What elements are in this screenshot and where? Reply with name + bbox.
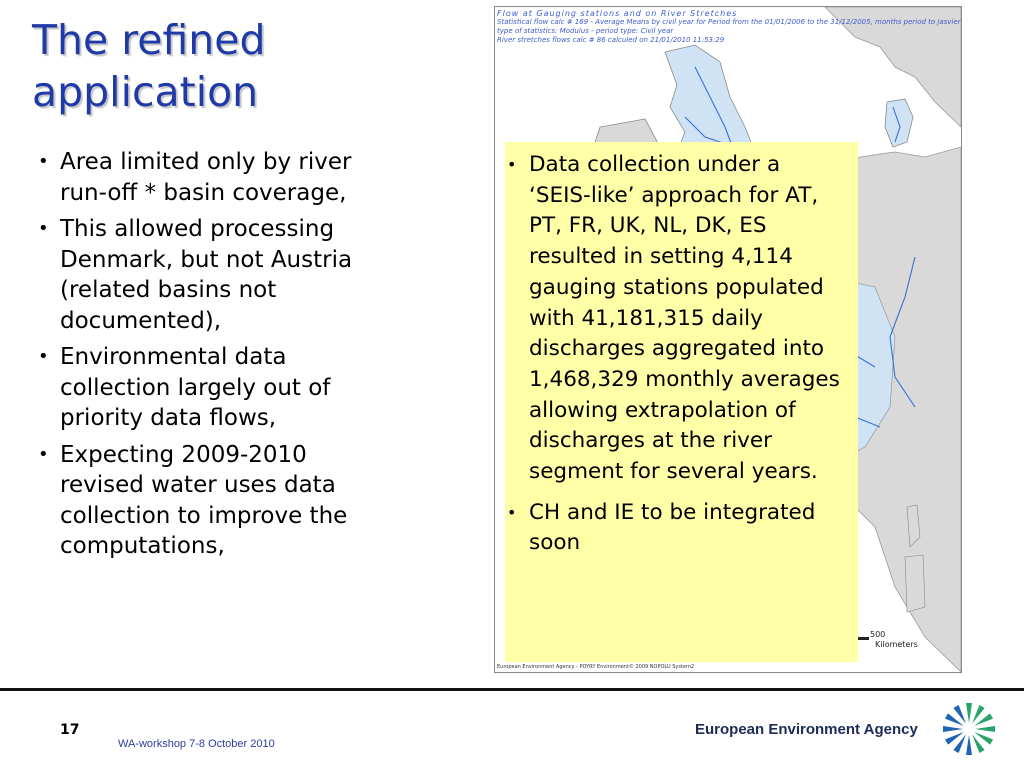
callout-bullet-list (505, 150, 840, 569)
map-land-sardinia (905, 555, 925, 612)
map-scale-value: 500 (870, 630, 886, 639)
eea-logo-icon (932, 697, 1006, 761)
bullet-text: Environmental data collection largely out of priority data flows, (60, 344, 331, 431)
bullet-dot: • (507, 155, 517, 174)
bullet-dot: • (507, 502, 517, 522)
callout-bullet-text: Data collection under a ‘SEIS-like’ approach for AT, PT, FR, UK, NL, DK, ES resulted in setting 4,114 gauging stations populated with 41,181,315 daily discharges aggregated into 1,468,329 monthly averages allowing extrapolation of discharges at the river segment for several years. (529, 152, 840, 485)
bullet-item (38, 147, 378, 208)
bullet-item (38, 214, 378, 336)
bullet-dot: • (38, 218, 49, 239)
left-bullet-list (38, 147, 378, 568)
map-footer-credit: European Environment Agency - POYRY Environment© 2009 NOPOLU System2 (497, 664, 695, 670)
page-number: 17 (60, 722, 80, 738)
map-header-title: Flow at Gauging stations and on River Stretches (497, 9, 738, 18)
bullet-text: Expecting 2009-2010 revised water uses data collection to improve the computations, (60, 441, 348, 559)
slide-title (32, 14, 452, 118)
callout-box (505, 142, 858, 662)
agency-name: European Environment Agency (695, 721, 918, 738)
bullet-dot: • (38, 443, 49, 465)
map-header-line: River stretches flows calc # 86 calculed on 21/01/2010 11:53:29 (497, 36, 725, 44)
footer-divider (0, 688, 1024, 691)
map-header-line: Statistical flow calc # 169 - Average Means by civil year for Period from the 01/01/2006 to the 31/12/2005, months period to jasvier (497, 18, 961, 26)
bullet-text: Area limited only by river run-off * basin coverage, (60, 149, 352, 206)
callout-bullet-item (505, 498, 840, 559)
map-header (497, 9, 961, 45)
callout-bullet-text: CH and IE to be integrated soon (529, 499, 816, 556)
bullet-item (38, 440, 378, 562)
bullet-dot: • (38, 346, 49, 367)
bullet-text: This allowed processing Denmark, but not Austria (related basins not documented), (60, 216, 353, 334)
callout-bullet-item (505, 150, 840, 488)
title-line-2: application (32, 68, 259, 116)
map-scale-bar (857, 637, 869, 640)
map-header-line: type of statistics: Modulus - period type: Civil year (497, 27, 674, 35)
event-label: WA-workshop 7-8 October 2010 (118, 738, 275, 750)
bullet-dot: • (38, 151, 49, 172)
bullet-item (38, 342, 378, 434)
map-scale-unit: Kilometers (875, 640, 918, 649)
title-line-1: The refined (32, 16, 266, 64)
